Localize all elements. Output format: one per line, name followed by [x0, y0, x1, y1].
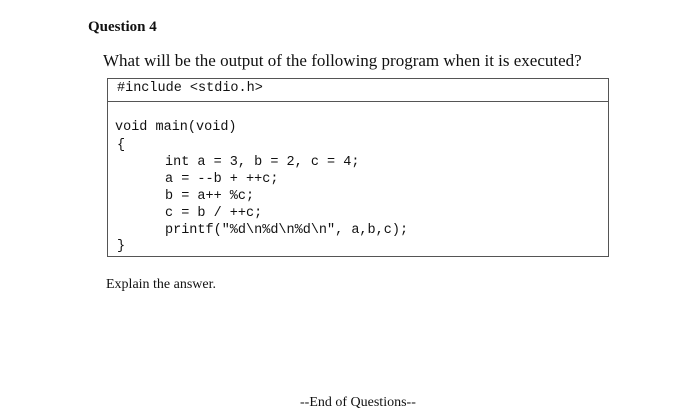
end-of-questions: --End of Questions-- [300, 395, 416, 410]
question-heading: Question 4 [88, 19, 157, 35]
code-line: } [117, 239, 126, 254]
code-line: void main(void) [115, 120, 237, 135]
code-line: int a = 3, b = 2, c = 4; [165, 155, 360, 170]
code-line: c = b / ++c; [165, 206, 263, 221]
code-line: a = --b + ++c; [165, 172, 279, 187]
explain-instruction: Explain the answer. [106, 277, 217, 292]
code-box [107, 78, 609, 257]
code-line: { [117, 138, 126, 153]
code-include-line: #include <stdio.h> [117, 81, 263, 96]
code-line: b = a++ %c; [165, 189, 255, 204]
code-line: printf("%d\n%d\n%d\n", a,b,c); [165, 223, 409, 238]
code-divider [108, 101, 608, 102]
question-prompt: What will be the output of the following program when it is executed? [103, 51, 582, 70]
